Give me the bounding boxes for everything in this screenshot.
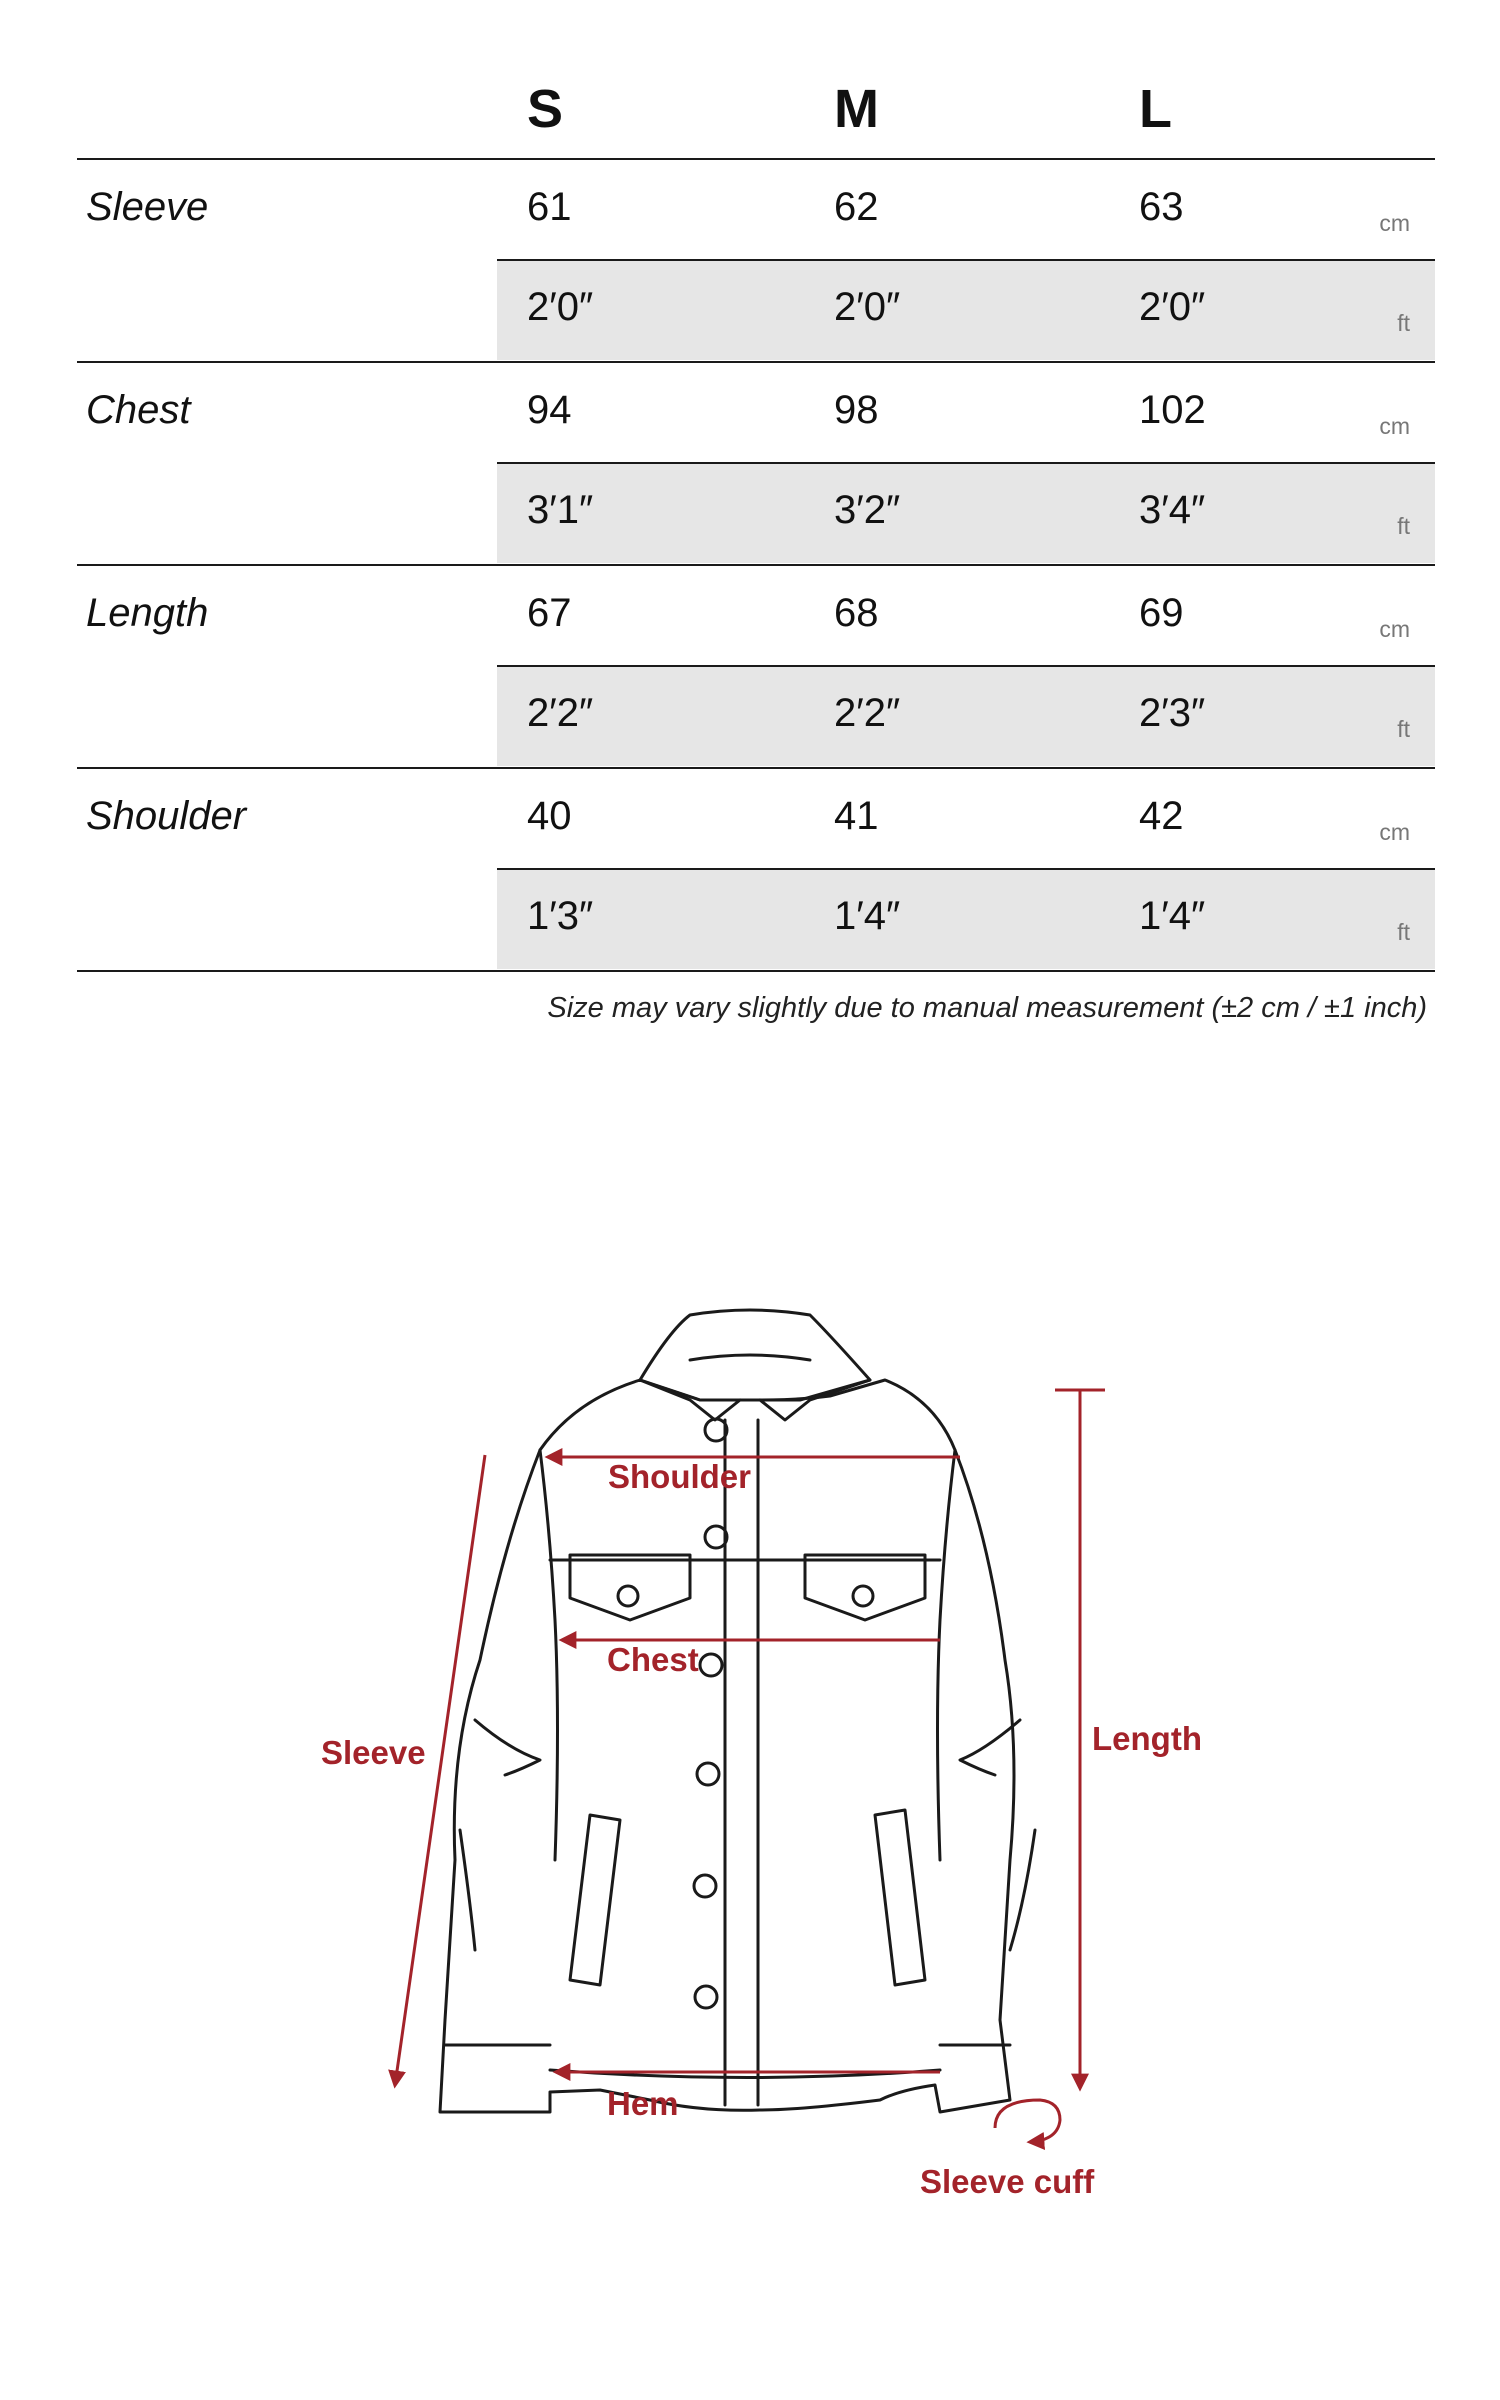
hem-label: Hem bbox=[607, 2085, 679, 2122]
table-divider bbox=[77, 158, 1435, 160]
row-label-length: Length bbox=[86, 591, 209, 635]
cell-chest-m-cm: 98 bbox=[834, 388, 879, 432]
table-divider bbox=[77, 361, 1435, 363]
table-divider bbox=[497, 462, 1435, 464]
table-divider bbox=[77, 564, 1435, 566]
unit-cm: cm bbox=[1379, 413, 1410, 439]
ft-row-background bbox=[497, 869, 1435, 969]
cell-shoulder-l-ft: 1′4″ bbox=[1139, 894, 1206, 938]
cell-length-m-ft: 2′2″ bbox=[834, 691, 901, 735]
cell-sleeve-l-cm: 63 bbox=[1139, 185, 1184, 229]
cell-length-s-cm: 67 bbox=[527, 591, 572, 635]
unit-cm: cm bbox=[1379, 819, 1410, 845]
cell-chest-l-cm: 102 bbox=[1139, 388, 1206, 432]
table-divider bbox=[77, 970, 1435, 972]
unit-ft: ft bbox=[1397, 513, 1410, 539]
size-header-s: S bbox=[527, 79, 564, 139]
cell-shoulder-l-cm: 42 bbox=[1139, 794, 1184, 838]
unit-ft: ft bbox=[1397, 919, 1410, 945]
cell-length-l-ft: 2′3″ bbox=[1139, 691, 1206, 735]
cell-sleeve-m-ft: 2′0″ bbox=[834, 285, 901, 329]
sleeve-label: Sleeve bbox=[321, 1734, 426, 1771]
ft-row-background bbox=[497, 463, 1435, 563]
cell-shoulder-m-cm: 41 bbox=[834, 794, 879, 838]
cell-shoulder-m-ft: 1′4″ bbox=[834, 894, 901, 938]
shoulder-label: Shoulder bbox=[608, 1458, 752, 1495]
cell-length-l-cm: 69 bbox=[1139, 591, 1184, 635]
ft-row-background bbox=[497, 260, 1435, 360]
cell-sleeve-l-ft: 2′0″ bbox=[1139, 285, 1206, 329]
cell-sleeve-s-ft: 2′0″ bbox=[527, 285, 594, 329]
cell-shoulder-s-ft: 1′3″ bbox=[527, 894, 594, 938]
cell-shoulder-s-cm: 40 bbox=[527, 794, 572, 838]
size-header-l: L bbox=[1139, 79, 1172, 139]
sleeve-cuff-rotation-arrow bbox=[995, 2100, 1060, 2142]
cell-length-m-cm: 68 bbox=[834, 591, 879, 635]
unit-ft: ft bbox=[1397, 310, 1410, 336]
size-header-m: M bbox=[834, 79, 879, 139]
cell-length-s-ft: 2′2″ bbox=[527, 691, 594, 735]
table-divider bbox=[497, 665, 1435, 667]
row-label-shoulder: Shoulder bbox=[86, 794, 247, 838]
cell-chest-m-ft: 3′2″ bbox=[834, 488, 901, 532]
table-divider bbox=[497, 868, 1435, 870]
cell-chest-l-ft: 3′4″ bbox=[1139, 488, 1206, 532]
row-label-sleeve: Sleeve bbox=[86, 185, 209, 229]
row-label-chest: Chest bbox=[86, 388, 191, 432]
cell-sleeve-m-cm: 62 bbox=[834, 185, 879, 229]
sleeve-cuff-label: Sleeve cuff bbox=[920, 2163, 1095, 2200]
chest-label: Chest bbox=[607, 1641, 699, 1678]
cell-chest-s-cm: 94 bbox=[527, 388, 572, 432]
jacket-measurement-diagram bbox=[0, 1100, 1500, 2255]
ft-row-background bbox=[497, 666, 1435, 766]
table-divider bbox=[77, 767, 1435, 769]
measurement-note: Size may vary slightly due to manual measurement (±2 cm / ±1 inch) bbox=[547, 992, 1427, 1024]
cell-sleeve-s-cm: 61 bbox=[527, 185, 572, 229]
cell-chest-s-ft: 3′1″ bbox=[527, 488, 594, 532]
length-label: Length bbox=[1092, 1720, 1202, 1757]
unit-cm: cm bbox=[1379, 616, 1410, 642]
unit-ft: ft bbox=[1397, 716, 1410, 742]
jacket-illustration bbox=[0, 1100, 1500, 2250]
table-divider bbox=[497, 259, 1435, 261]
unit-cm: cm bbox=[1379, 210, 1410, 236]
